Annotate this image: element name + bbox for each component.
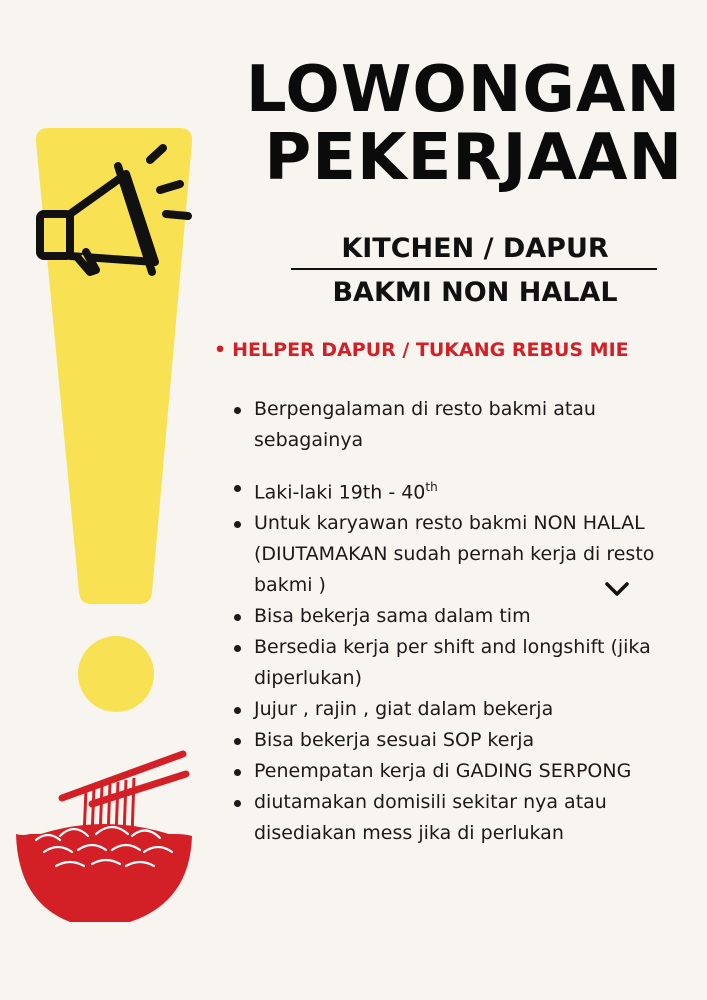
subtitle-restaurant-type: BAKMI NON HALAL — [332, 277, 618, 308]
chevron-down-icon[interactable] — [604, 580, 630, 598]
requirement-attitude: Jujur , rajin , giat dalam bekerja — [232, 694, 682, 725]
requirement-teamwork: Bisa bekerja sama dalam tim — [232, 601, 682, 632]
page-title-line-1: LOWONGAN — [245, 53, 681, 127]
requirement-age-suffix: th — [425, 480, 438, 494]
requirement-shift: Bersedia kerja per shift and longshift (jika diperlukan) — [232, 632, 682, 694]
bullet-icon: • — [214, 339, 227, 361]
requirement-gender-age-text: Laki-laki 19th - 40 — [254, 481, 426, 504]
position-title — [214, 339, 629, 361]
page-title-line-2: PEKERJAAN — [264, 121, 683, 195]
requirement-domicile: diutamakan domisili sekitar nya atau disediakan mess jika di perlukan — [232, 787, 682, 849]
divider-line — [291, 268, 657, 270]
requirement-gender-age — [232, 472, 682, 508]
position-title-text: HELPER DAPUR / TUKANG REBUS MIE — [232, 339, 629, 361]
subtitle-kitchen: KITCHEN / DAPUR — [341, 233, 609, 264]
requirement-background: Untuk karyawan resto bakmi NON HALAL (DIUTAMAKAN sudah pernah kerja di resto bakmi ) — [232, 508, 682, 601]
requirement-experience: Berpengalaman di resto bakmi atau sebagainya — [232, 394, 682, 456]
requirement-location: Penempatan kerja di GADING SERPONG — [232, 756, 682, 787]
requirement-sop: Bisa bekerja sesuai SOP kerja — [232, 725, 682, 756]
noodle-bowl-icon — [16, 754, 192, 922]
requirements-list — [232, 394, 682, 849]
